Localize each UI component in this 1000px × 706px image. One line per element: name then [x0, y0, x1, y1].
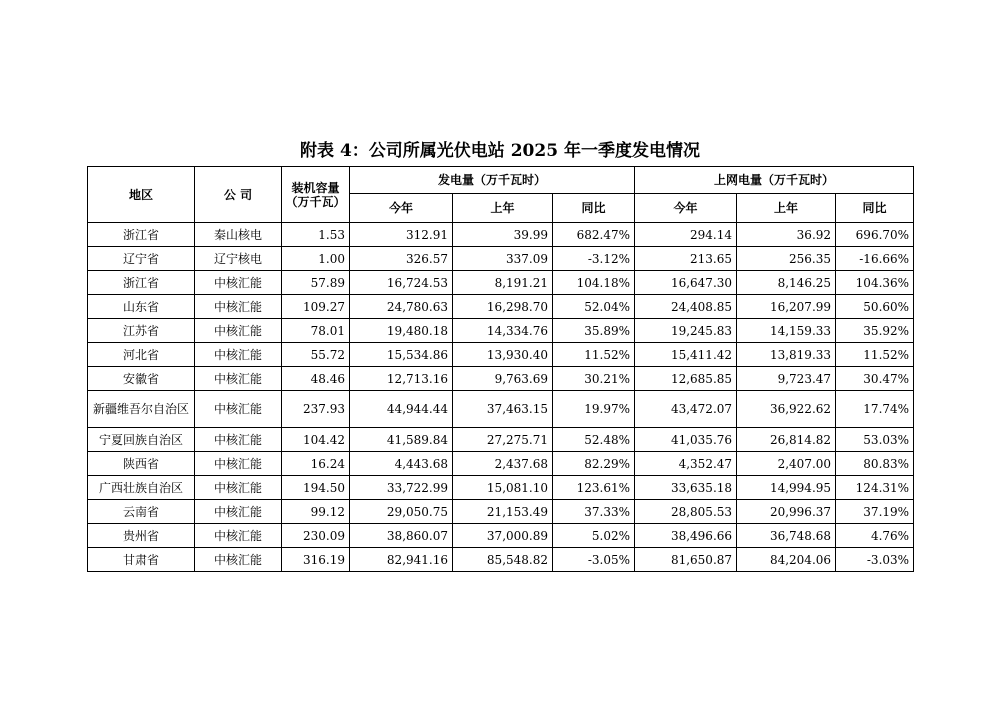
table-row	[88, 343, 914, 367]
cell-company: 中核汇能	[195, 271, 282, 295]
cell-grid-yoy: 37.19%	[836, 500, 914, 524]
cell-gen-last-year: 8,191.21	[453, 271, 553, 295]
table-row	[88, 476, 914, 500]
cell-grid-last-year: 8,146.25	[737, 271, 836, 295]
table-row	[88, 391, 914, 428]
cell-grid-last-year: 36.92	[737, 223, 836, 247]
cell-grid-last-year: 26,814.82	[737, 428, 836, 452]
cell-grid-this-year: 19,245.83	[635, 319, 737, 343]
cell-company: 辽宁核电	[195, 247, 282, 271]
cell-grid-this-year: 41,035.76	[635, 428, 737, 452]
cell-grid-last-year: 13,819.33	[737, 343, 836, 367]
cell-gen-this-year: 15,534.86	[350, 343, 453, 367]
table-row	[88, 319, 914, 343]
cell-region: 广西壮族自治区	[88, 476, 195, 500]
cell-grid-last-year: 36,748.68	[737, 524, 836, 548]
cell-grid-yoy: 124.31%	[836, 476, 914, 500]
cell-region: 河北省	[88, 343, 195, 367]
cell-gen-last-year: 21,153.49	[453, 500, 553, 524]
generation-table	[87, 166, 914, 572]
cell-capacity: 99.12	[282, 500, 350, 524]
header-grid: 上网电量（万千瓦时）	[635, 167, 914, 194]
cell-gen-yoy: 104.18%	[553, 271, 635, 295]
cell-grid-this-year: 33,635.18	[635, 476, 737, 500]
table-row	[88, 247, 914, 271]
cell-gen-this-year: 19,480.18	[350, 319, 453, 343]
cell-company: 中核汇能	[195, 295, 282, 319]
cell-gen-yoy: 52.04%	[553, 295, 635, 319]
cell-grid-last-year: 256.35	[737, 247, 836, 271]
cell-company: 中核汇能	[195, 524, 282, 548]
cell-company: 中核汇能	[195, 452, 282, 476]
cell-grid-yoy: 104.36%	[836, 271, 914, 295]
cell-gen-yoy: 5.02%	[553, 524, 635, 548]
cell-grid-yoy: 4.76%	[836, 524, 914, 548]
cell-gen-yoy: 82.29%	[553, 452, 635, 476]
table-row	[88, 223, 914, 247]
cell-grid-yoy: 80.83%	[836, 452, 914, 476]
table-row	[88, 452, 914, 476]
cell-gen-this-year: 38,860.07	[350, 524, 453, 548]
cell-grid-yoy: 30.47%	[836, 367, 914, 391]
cell-company: 中核汇能	[195, 476, 282, 500]
cell-grid-last-year: 16,207.99	[737, 295, 836, 319]
cell-grid-yoy: 50.60%	[836, 295, 914, 319]
cell-company: 中核汇能	[195, 367, 282, 391]
cell-capacity: 16.24	[282, 452, 350, 476]
cell-grid-last-year: 36,922.62	[737, 391, 836, 428]
cell-gen-last-year: 13,930.40	[453, 343, 553, 367]
cell-gen-yoy: -3.12%	[553, 247, 635, 271]
header-capacity: 装机容量（万千瓦）	[282, 167, 350, 223]
cell-grid-this-year: 24,408.85	[635, 295, 737, 319]
cell-grid-last-year: 2,407.00	[737, 452, 836, 476]
cell-grid-yoy: -16.66%	[836, 247, 914, 271]
cell-capacity: 194.50	[282, 476, 350, 500]
cell-capacity: 55.72	[282, 343, 350, 367]
cell-gen-this-year: 29,050.75	[350, 500, 453, 524]
cell-gen-yoy: 682.47%	[553, 223, 635, 247]
cell-grid-yoy: 35.92%	[836, 319, 914, 343]
cell-company: 中核汇能	[195, 500, 282, 524]
cell-grid-this-year: 15,411.42	[635, 343, 737, 367]
header-grid-this-year: 今年	[635, 194, 737, 223]
cell-grid-this-year: 38,496.66	[635, 524, 737, 548]
cell-gen-yoy: 35.89%	[553, 319, 635, 343]
cell-gen-this-year: 33,722.99	[350, 476, 453, 500]
cell-gen-last-year: 15,081.10	[453, 476, 553, 500]
table-row	[88, 271, 914, 295]
cell-grid-yoy: -3.03%	[836, 548, 914, 572]
cell-gen-last-year: 37,000.89	[453, 524, 553, 548]
cell-grid-last-year: 14,994.95	[737, 476, 836, 500]
cell-company: 中核汇能	[195, 319, 282, 343]
cell-grid-last-year: 84,204.06	[737, 548, 836, 572]
cell-capacity: 48.46	[282, 367, 350, 391]
cell-region: 辽宁省	[88, 247, 195, 271]
cell-capacity: 1.53	[282, 223, 350, 247]
cell-capacity: 316.19	[282, 548, 350, 572]
table-row	[88, 500, 914, 524]
header-gen-this-year: 今年	[350, 194, 453, 223]
header-generation: 发电量（万千瓦时）	[350, 167, 635, 194]
cell-grid-last-year: 20,996.37	[737, 500, 836, 524]
cell-capacity: 78.01	[282, 319, 350, 343]
cell-region: 安徽省	[88, 367, 195, 391]
cell-region: 云南省	[88, 500, 195, 524]
table-row	[88, 548, 914, 572]
cell-gen-this-year: 16,724.53	[350, 271, 453, 295]
cell-gen-this-year: 12,713.16	[350, 367, 453, 391]
cell-region: 贵州省	[88, 524, 195, 548]
cell-gen-yoy: 52.48%	[553, 428, 635, 452]
header-gen-last-year: 上年	[453, 194, 553, 223]
header-grid-yoy: 同比	[836, 194, 914, 223]
cell-region: 宁夏回族自治区	[88, 428, 195, 452]
cell-capacity: 109.27	[282, 295, 350, 319]
cell-gen-yoy: 11.52%	[553, 343, 635, 367]
cell-grid-this-year: 16,647.30	[635, 271, 737, 295]
table-header	[88, 167, 914, 223]
cell-company: 中核汇能	[195, 343, 282, 367]
table-row	[88, 524, 914, 548]
cell-gen-this-year: 41,589.84	[350, 428, 453, 452]
cell-capacity: 230.09	[282, 524, 350, 548]
cell-gen-last-year: 14,334.76	[453, 319, 553, 343]
cell-grid-yoy: 17.74%	[836, 391, 914, 428]
cell-gen-last-year: 39.99	[453, 223, 553, 247]
cell-region: 陕西省	[88, 452, 195, 476]
cell-gen-last-year: 27,275.71	[453, 428, 553, 452]
cell-gen-last-year: 37,463.15	[453, 391, 553, 428]
cell-grid-this-year: 12,685.85	[635, 367, 737, 391]
cell-gen-this-year: 44,944.44	[350, 391, 453, 428]
header-company: 公 司	[195, 167, 282, 223]
cell-gen-yoy: -3.05%	[553, 548, 635, 572]
cell-grid-this-year: 4,352.47	[635, 452, 737, 476]
cell-gen-this-year: 4,443.68	[350, 452, 453, 476]
cell-region: 山东省	[88, 295, 195, 319]
cell-grid-yoy: 696.70%	[836, 223, 914, 247]
cell-gen-last-year: 9,763.69	[453, 367, 553, 391]
table-body	[88, 223, 914, 572]
cell-gen-this-year: 82,941.16	[350, 548, 453, 572]
cell-capacity: 104.42	[282, 428, 350, 452]
cell-gen-last-year: 85,548.82	[453, 548, 553, 572]
document-title: 附表 4：公司所属光伏电站 2025 年一季度发电情况	[300, 141, 700, 161]
cell-grid-yoy: 53.03%	[836, 428, 914, 452]
cell-capacity: 1.00	[282, 247, 350, 271]
cell-grid-last-year: 9,723.47	[737, 367, 836, 391]
cell-gen-this-year: 312.91	[350, 223, 453, 247]
cell-region: 浙江省	[88, 223, 195, 247]
cell-capacity: 237.93	[282, 391, 350, 428]
cell-grid-this-year: 43,472.07	[635, 391, 737, 428]
cell-region: 新疆维吾尔自治区	[88, 391, 195, 428]
cell-capacity: 57.89	[282, 271, 350, 295]
cell-company: 中核汇能	[195, 548, 282, 572]
cell-gen-last-year: 337.09	[453, 247, 553, 271]
cell-region: 浙江省	[88, 271, 195, 295]
header-gen-yoy: 同比	[553, 194, 635, 223]
cell-company: 中核汇能	[195, 428, 282, 452]
header-region: 地区	[88, 167, 195, 223]
cell-gen-yoy: 19.97%	[553, 391, 635, 428]
cell-grid-this-year: 28,805.53	[635, 500, 737, 524]
cell-gen-yoy: 30.21%	[553, 367, 635, 391]
cell-gen-yoy: 37.33%	[553, 500, 635, 524]
cell-gen-last-year: 16,298.70	[453, 295, 553, 319]
table-row	[88, 295, 914, 319]
table-row	[88, 428, 914, 452]
cell-gen-this-year: 24,780.63	[350, 295, 453, 319]
cell-region: 甘肃省	[88, 548, 195, 572]
cell-gen-last-year: 2,437.68	[453, 452, 553, 476]
cell-grid-last-year: 14,159.33	[737, 319, 836, 343]
cell-grid-yoy: 11.52%	[836, 343, 914, 367]
table-row	[88, 367, 914, 391]
cell-gen-yoy: 123.61%	[553, 476, 635, 500]
header-grid-last-year: 上年	[737, 194, 836, 223]
cell-company: 秦山核电	[195, 223, 282, 247]
cell-company: 中核汇能	[195, 391, 282, 428]
cell-grid-this-year: 294.14	[635, 223, 737, 247]
cell-gen-this-year: 326.57	[350, 247, 453, 271]
cell-grid-this-year: 213.65	[635, 247, 737, 271]
cell-grid-this-year: 81,650.87	[635, 548, 737, 572]
cell-region: 江苏省	[88, 319, 195, 343]
